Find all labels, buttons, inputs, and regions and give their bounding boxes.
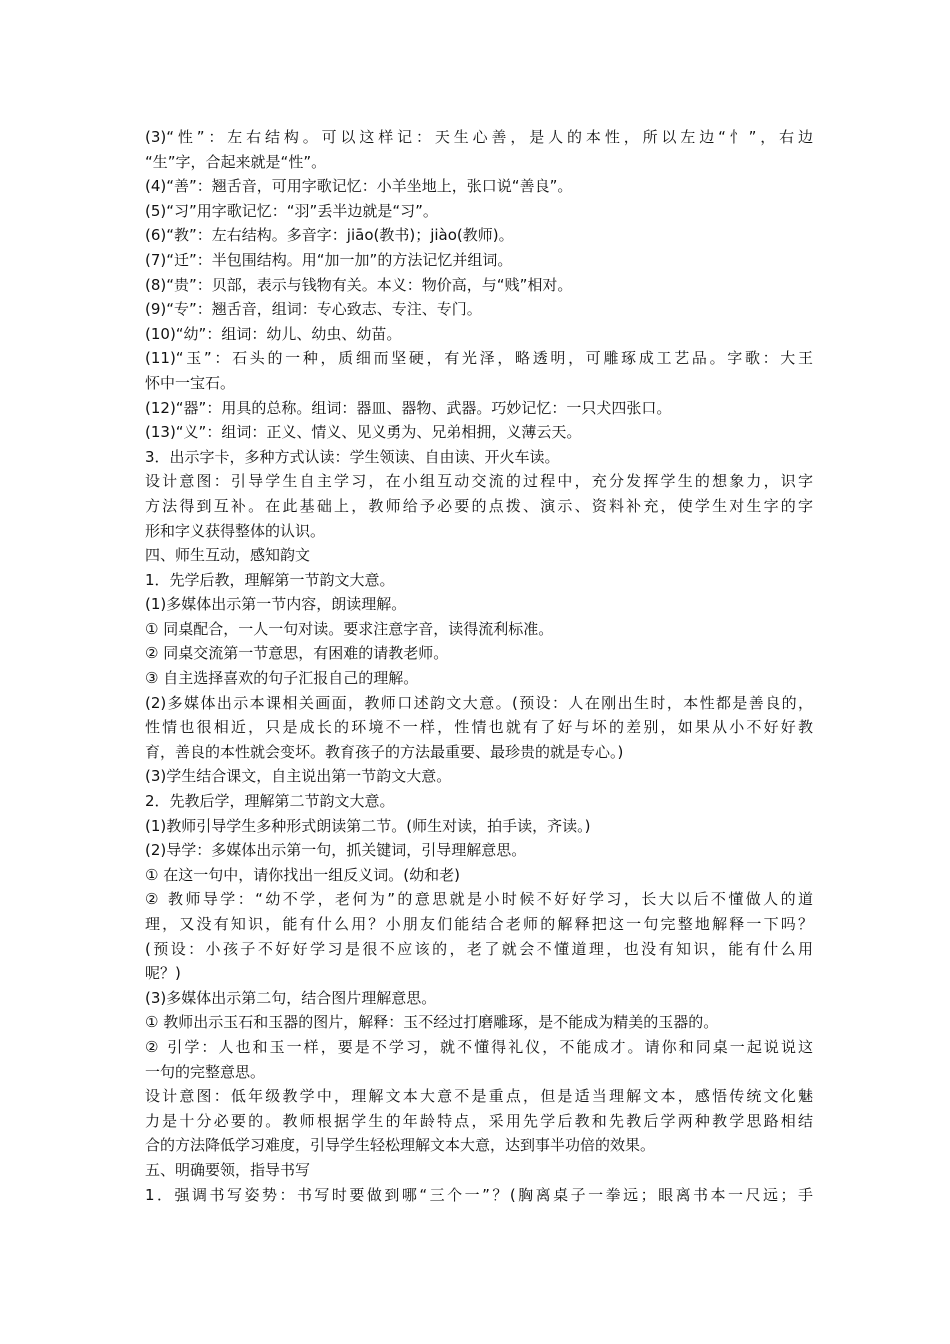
text-line: 设计意图：低年级教学中，理解文本大意不是重点，但是适当理解文本，感悟传统文化魅 xyxy=(145,1087,813,1106)
text-line: (2)导学：多媒体出示第一句，抓关键词，引导理解意思。 xyxy=(145,841,527,860)
text-line: (7)“迁”：半包围结构。用“加一加”的方法记忆并组词。 xyxy=(145,250,513,269)
text-line: 1．先学后教，理解第一节韵文大意。 xyxy=(145,570,395,589)
text-line: 性情也很相近，只是成长的环境不一样，性情也就有了好与坏的差别，如果从小不好好教 xyxy=(145,718,813,737)
text-line: 2．先教后学，理解第二节韵文大意。 xyxy=(145,792,395,811)
text-line: (13)“义”：组词：正义、情义、见义勇为、兄弟相拥，义薄云天。 xyxy=(145,423,582,442)
text-line: ③ 自主选择喜欢的句子汇报自己的理解。 xyxy=(145,669,419,688)
text-line: (12)“器”：用具的总称。组词：器皿、器物、武器。巧妙记忆：一只犬四张口。 xyxy=(145,398,672,417)
text-line: ② 引学：人也和玉一样，要是不学习，就不懂得礼仪，不能成才。请你和同桌一起说说这 xyxy=(145,1037,813,1056)
text-line: (4)“善”：翘舌音，可用字歌记忆：小羊坐地上，张口说“善良”。 xyxy=(145,177,573,196)
section-heading: 五、明确要领，指导书写 xyxy=(145,1160,311,1179)
section-heading: 四、师生互动，感知韵文 xyxy=(145,546,311,565)
text-line: 方法得到互补。在此基础上，教师给予必要的点拨、演示、资料补充，使学生对生字的字 xyxy=(145,496,813,515)
text-line: ① 教师出示玉石和玉器的图片，解释：玉不经过打磨雕琢，是不能成为精美的玉器的。 xyxy=(145,1013,719,1032)
text-line: 育，善良的本性就会变坏。教育孩子的方法最重要、最珍贵的就是专心。) xyxy=(145,742,624,761)
text-line: (11)“玉”：石头的一种，质细而坚硬，有光泽，略透明，可雕琢成工艺品。字歌：大王 xyxy=(145,349,813,368)
text-line: (3)“性”：左右结构。可以这样记：天生心善，是人的本性，所以左边“忄”，右边 xyxy=(145,128,813,146)
text-line: 合的方法降低学习难度，引导学生轻松理解文本大意，达到事半功倍的效果。 xyxy=(145,1136,656,1155)
text-line: 呢？) xyxy=(145,964,181,983)
text-line: (3)学生结合课文，自主说出第一节韵文大意。 xyxy=(145,767,452,786)
text-line: (1)教师引导学生多种形式朗读第二节。(师生对读，拍手读，齐读。) xyxy=(145,816,591,835)
text-line: 一句的完整意思。 xyxy=(145,1062,266,1081)
document-body xyxy=(145,125,813,1207)
text-line: (5)“习”用字歌记忆：“羽”丢半边就是“习”。 xyxy=(145,201,438,220)
text-line: 设计意图：引导学生自主学习，在小组互动交流的过程中，充分发挥学生的想象力，识字 xyxy=(145,472,813,491)
text-line: (9)“专”：翘舌音，组词：专心致志、专注、专门。 xyxy=(145,300,482,319)
text-line: 力是十分必要的。教师根据学生的年龄特点，采用先学后教和先教后学两种教学思路相结 xyxy=(145,1111,813,1130)
text-line: (2)多媒体出示本课相关画面，教师口述韵文大意。(预设：人在刚出生时，本性都是善良的， xyxy=(145,693,813,712)
text-line: ② 同桌交流第一节意思，有困难的请教老师。 xyxy=(145,644,449,663)
text-line: (6)“教”：左右结构。多音字：jiāo(教书)；jiào(教师)。 xyxy=(145,226,514,245)
text-line: ① 在这一句中，请你找出一组反义词。(幼和老) xyxy=(145,865,460,884)
text-line: (8)“贵”：贝部，表示与钱物有关。本义：物价高，与“贱”相对。 xyxy=(145,275,573,294)
text-line: 3．出示字卡，多种方式认读：学生领读、自由读、开火车读。 xyxy=(145,447,560,466)
text-line: 理，又没有知识，能有什么用？小朋友们能结合老师的解释把这一句完整地解释一下吗？ xyxy=(145,915,813,933)
text-line: (3)多媒体出示第二句，结合图片理解意思。 xyxy=(145,988,437,1007)
text-line: ① 同桌配合，一人一句对读。要求注意字音，读得流利标准。 xyxy=(145,619,554,638)
text-line: ② 教师导学：“幼不学，老何为”的意思就是小时候不好好学习，长大以后不懂做人的道 xyxy=(145,890,813,909)
text-line: 形和字义获得整体的认识。 xyxy=(145,521,326,540)
text-line: “生”字，合起来就是“性”。 xyxy=(145,152,327,171)
text-line: (10)“幼”：组词：幼儿、幼虫、幼苗。 xyxy=(145,324,402,343)
text-line: 1．强调书写姿势：书写时要做到哪“三个一”？(胸离桌子一拳远；眼离书本一尺远；手 xyxy=(145,1185,813,1204)
text-line: 怀中一宝石。 xyxy=(145,373,236,392)
text-line: (1)多媒体出示第一节内容，朗读理解。 xyxy=(145,595,407,614)
text-line: (预设：小孩子不好好学习是很不应该的，老了就会不懂道理，也没有知识，能有什么用 xyxy=(145,939,813,958)
